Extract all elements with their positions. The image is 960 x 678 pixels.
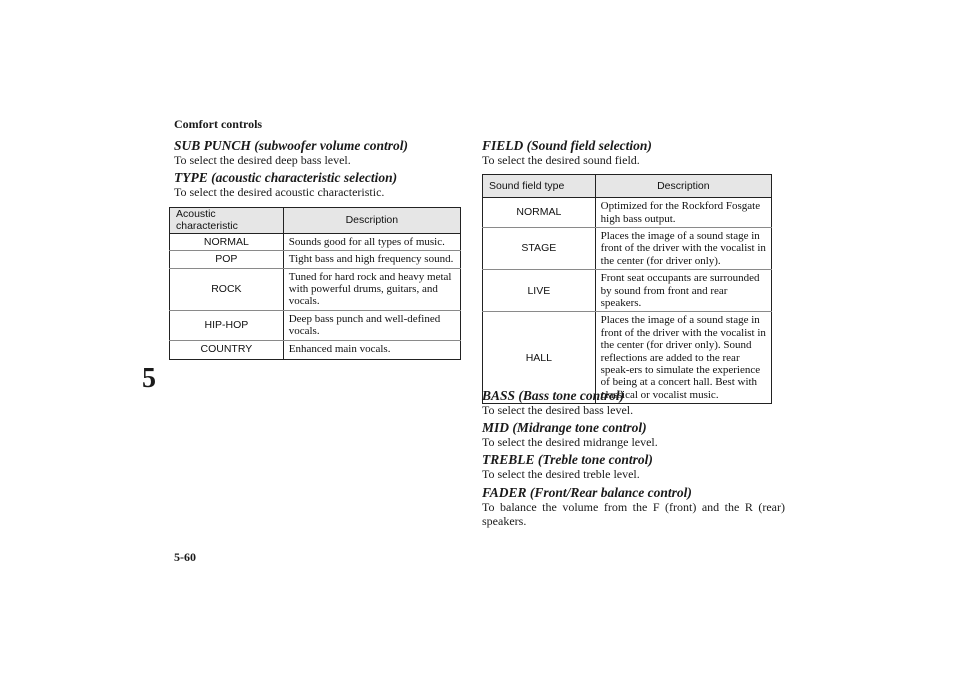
acoustic-type-cell: COUNTRY <box>170 340 284 359</box>
section-header: Comfort controls <box>174 117 263 131</box>
type-heading: TYPE (acoustic characteristic selection) <box>174 170 398 185</box>
table-row <box>483 228 772 270</box>
table-row <box>170 268 461 310</box>
description-cell: Deep bass punch and well-defined vocals. <box>283 310 460 340</box>
fader-heading: FADER (Front/Rear balance control) <box>482 485 692 500</box>
description-cell: Optimized for the Rockford Fosgate high bass output. <box>595 198 771 228</box>
sound-field-type-cell: HALL <box>483 312 596 404</box>
type-text: To select the desired acoustic characteristic. <box>174 185 385 199</box>
acoustic-type-cell: HIP-HOP <box>170 310 284 340</box>
description-cell: Places the image of a sound stage in front of the driver with the vocalist in the center (for driver only). <box>595 228 771 270</box>
fader-text: To balance the volume from the F (front) and the R (rear) speakers. <box>482 500 785 528</box>
sub-punch-heading: SUB PUNCH (subwoofer volume control) <box>174 138 409 153</box>
mid-heading: MID (Midrange tone control) <box>482 420 647 435</box>
table-row <box>170 340 461 359</box>
description-cell: Places the image of a sound stage in front of the driver with the vocalist in the center (for driver only). Sound reflections are added to the rear speak-ers to simulate the experience of being at a concert hall. Best with classical or vocalist music. <box>595 312 771 404</box>
treble-text: To select the desired treble level. <box>482 467 640 481</box>
description-cell: Front seat occupants are surrounded by sound from front and rear speakers. <box>595 270 771 312</box>
acoustic-type-cell: POP <box>170 251 284 268</box>
description-cell: Tight bass and high frequency sound. <box>283 251 460 268</box>
field-text: To select the desired sound field. <box>482 153 640 167</box>
sound-field-table <box>482 174 772 404</box>
description-cell: Tuned for hard rock and heavy metal with powerful drums, guitars, and vocals. <box>283 268 460 310</box>
page-number: 5-60 <box>174 550 196 564</box>
table-row <box>483 270 772 312</box>
table-row <box>170 233 461 250</box>
table-header: Acoustic characteristic <box>170 208 284 234</box>
acoustic-type-cell: NORMAL <box>170 233 284 250</box>
bass-heading: BASS (Bass tone control) <box>482 388 625 403</box>
table-row <box>483 198 772 228</box>
description-cell: Enhanced main vocals. <box>283 340 460 359</box>
chapter-number: 5 <box>142 363 156 394</box>
table-header: Description <box>595 175 771 198</box>
field-heading: FIELD (Sound field selection) <box>482 138 652 153</box>
sound-field-type-cell: STAGE <box>483 228 596 270</box>
table-row <box>170 310 461 340</box>
bass-text: To select the desired bass level. <box>482 403 634 417</box>
table-header: Description <box>283 208 460 234</box>
acoustic-characteristic-table <box>169 207 461 360</box>
acoustic-type-cell: ROCK <box>170 268 284 310</box>
sound-field-type-cell: NORMAL <box>483 198 596 228</box>
treble-heading: TREBLE (Treble tone control) <box>482 452 653 467</box>
description-cell: Sounds good for all types of music. <box>283 233 460 250</box>
sound-field-type-cell: LIVE <box>483 270 596 312</box>
table-header: Sound field type <box>483 175 596 198</box>
mid-text: To select the desired midrange level. <box>482 435 658 449</box>
table-row <box>170 251 461 268</box>
sub-punch-text: To select the desired deep bass level. <box>174 153 351 167</box>
